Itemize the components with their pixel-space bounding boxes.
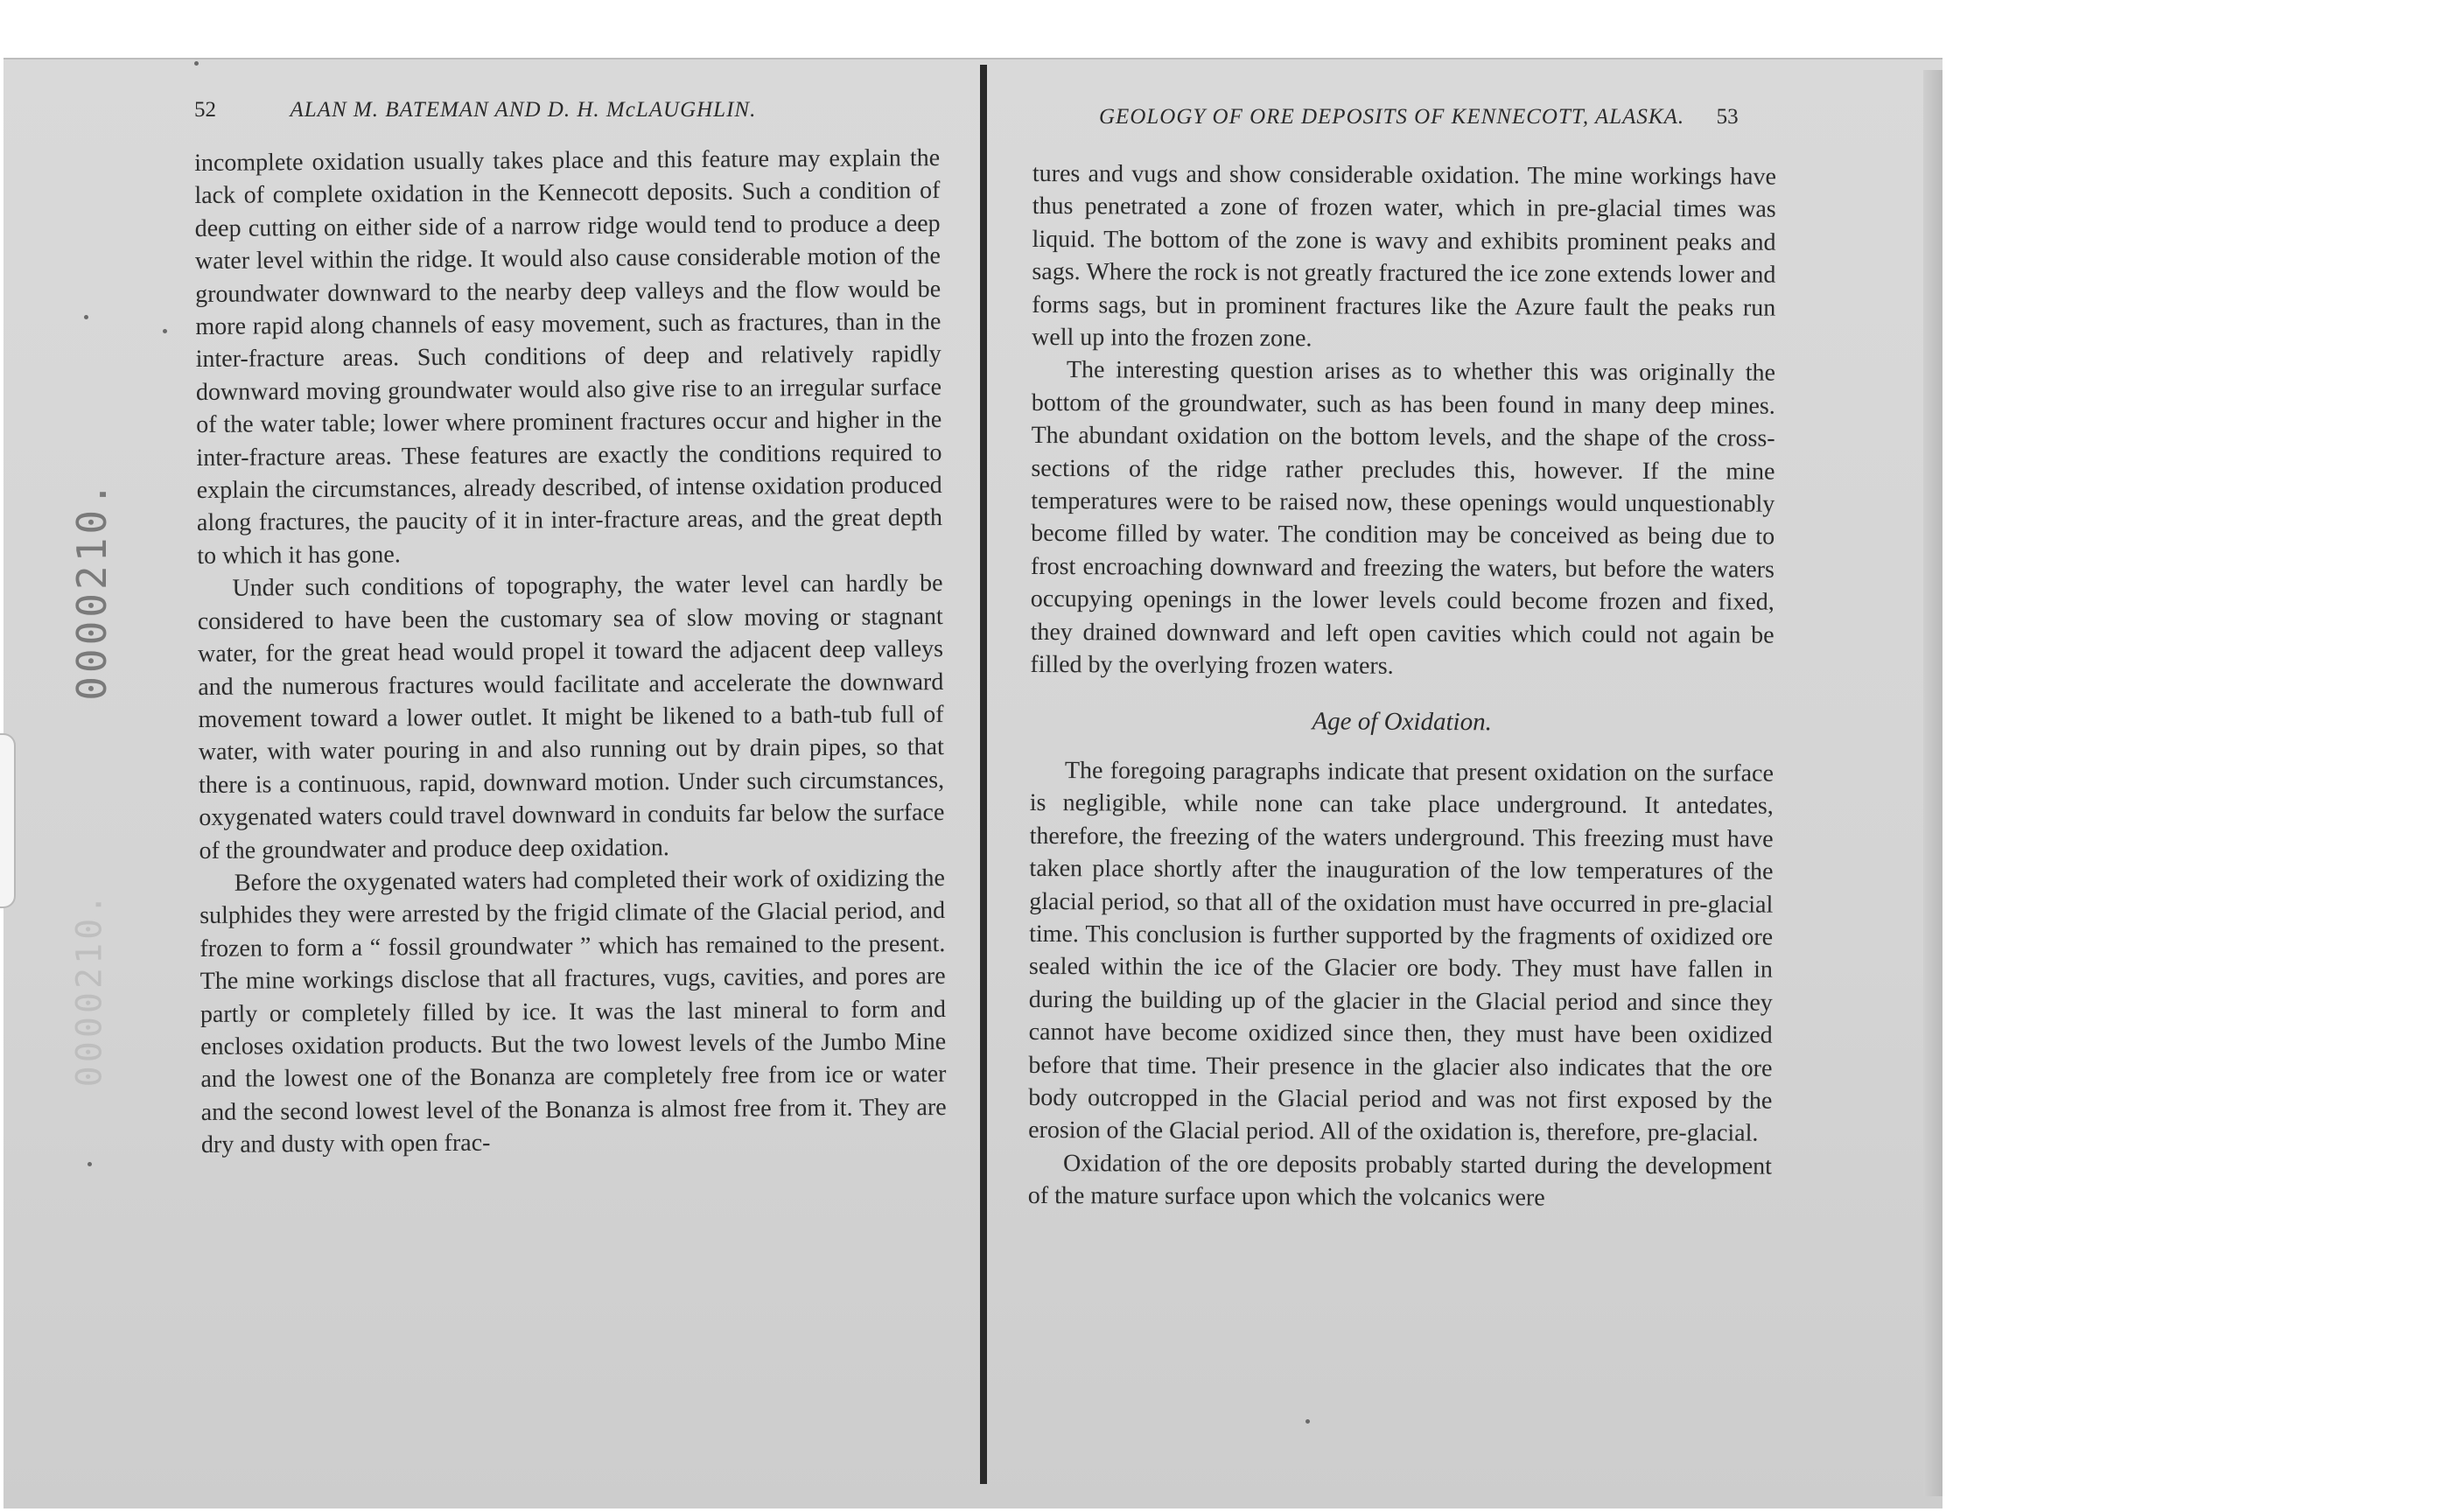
scan-speck — [1306, 1419, 1310, 1424]
left-running-title: ALAN M. BATEMAN AND D. H. McLAUGHLIN. — [290, 98, 757, 122]
scan-speck — [194, 61, 199, 66]
page-edge-shadow — [1923, 70, 1942, 1496]
left-page-body — [194, 142, 947, 1162]
paragraph: The foregoing paragraphs indicate that present oxidation on the surface is negligible, while none can take place underground. It antedates, therefore, the freezing of the waters underground. This freezing must have taken place shortly after the inauguration of the low temperatures of the glacial period, so that all of the oxidation must have occurred in pre-glacial time. This conclusion is further supported by the fragments of oxidized ore sealed within the ice of the Glacier ore body. They must have fallen in during the building up of the glacier in the Glacial period and since they cannot have become oxidized since then, they must have been oxidized before that time. Their presence in the glacier also indicates that the ore body outcropped in the Glacial period and was not first exposed by the erosion of the Glacial period. All of the oxidation is, therefore, pre-glacial. — [1028, 757, 1774, 1148]
paragraph: tures and vugs and show considerable oxidation. The mine workings have thus penetrated a zone of frozen water, which in pre-glacial times was liquid. The bottom of the zone is wavy and exhibits prominent peaks and sags. Where the rock is not greatly fractured the ice zone extends lower and forms sags, but in prominent fractures like the Azure fault the peaks run well up into the frozen zone. — [1032, 159, 1776, 353]
scan-speck — [84, 315, 88, 319]
margin-stamp-text: 0000210. — [68, 479, 116, 701]
paragraph: incomplete oxidation usually takes place and this feature may explain the lack of complete oxidation in the Kennecott deposits. Such a condition of deep cutting on either side of a narrow ridge would tend to produce a deep water level within the ridge. It would also cause considerable motion of the groundwater downward to the nearby deep valleys and the flow would be more rapid along channels of easy movement, such as fractures, than in the inter-fracture areas. Such conditions of deep and relatively rapidly downward moving groundwater would also give rise to an irregular surface of the water table; lower where prominent fractures occur and higher in the inter-fracture areas. These features are exactly the conditions required to explain the circumstances, already described, of intense oxidation produced along fractures, the paucity of it in inter-fracture areas, and the great depth to which it has gone. — [194, 144, 943, 570]
left-page-number: 52 — [194, 98, 216, 122]
paragraph: Oxidation of the ore deposits probably started during the development of the mature surface upon which the volcanics were — [1027, 1149, 1773, 1212]
right-page-header — [1099, 105, 1739, 130]
left-page-header — [194, 98, 756, 122]
margin-stamp-faint-text: 0000210. — [69, 890, 109, 1088]
right-page-number: 53 — [1716, 105, 1739, 129]
right-page-body — [1028, 158, 1776, 1215]
paper-tab — [0, 733, 16, 908]
paragraph: The interesting question arises as to whether this was originally the bottom of the groundwater, such as has been found in many deep mines. The abundant oxidation on the bottom levels, and the shape of the cross-sections of the ridge rather precludes this, however. If the mine temperatures were to be raised now, these openings would unquestionably become filled by water. The condition may be conceived as being due to frost encroaching downward and freezing the waters, but before the waters occupying openings in the lower levels could become frozen and fixed, they drained downward and left open cavities which could not again be filled by the overlying frozen waters. — [1030, 356, 1775, 680]
margin-stamp — [52, 458, 131, 721]
book-gutter — [980, 65, 987, 1484]
paragraph: Before the oxygenated waters had completed their work of oxidizing the sulphides they were arrested by the frigid climate of the Glacial period, and frozen to form a “ fossil groundwater ” which has remained to the present. The mine workings disclose that all fractures, vugs, cavities, and pores are partly or completely filled by ice. It was the last mineral to form and encloses oxidation products. But the two lowest levels of the Jumbo Mine and the lowest one of the Bonanza are completely free from ice or water and the second lowest level of the Bonanza is almost free from it. They are dry and dusty with open frac- — [200, 864, 947, 1159]
paragraph: Under such conditions of topography, the water level can hardly be considered to have been the customary sea of slow moving or stagnant water, for the great head would propel it toward the adjacent deep valleys and the numerous fractures would facilitate and accelerate the downward movement toward a lower outlet. It might be likened to a bath-tub full of water, with water pouring in and also running out by drain pipes, so that there is a continuous, rapid, downward motion. Under such circumstances, oxygenated waters could travel downward in conduits far below the surface of the groundwater and produce deep oxidation. — [197, 570, 945, 864]
margin-stamp-faint — [63, 858, 116, 1120]
section-heading: Age of Oxidation. — [1312, 706, 1492, 736]
scan-speck — [163, 329, 167, 333]
scan-speck — [88, 1162, 92, 1166]
right-running-title: GEOLOGY OF ORE DEPOSITS OF KENNECOTT, ALASKA. — [1099, 105, 1685, 129]
